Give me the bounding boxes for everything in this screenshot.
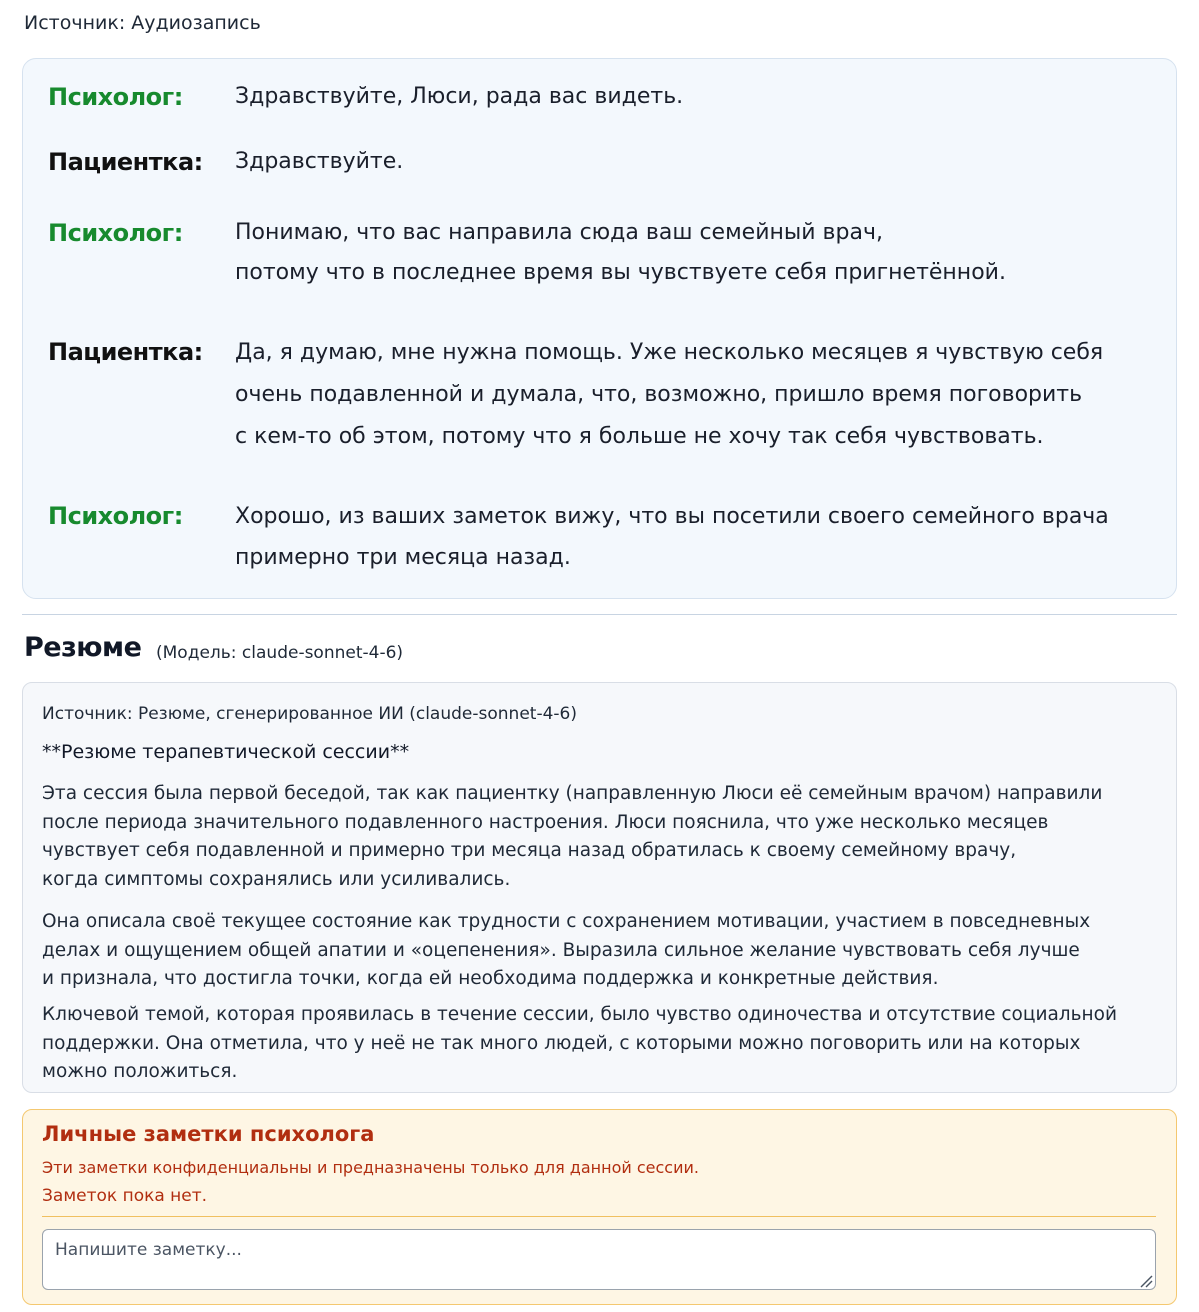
paragraph-line: Она описала своё текущее состояние как трудности с сохранением мотивации, участием в повседневных xyxy=(42,911,1091,932)
utterance xyxy=(235,83,1135,111)
notes-empty-state: Заметок пока нет. xyxy=(42,1186,208,1206)
paragraph-line: Ключевой темой, которая проявилась в течение сессии, было чувство одиночества и отсутствие социальной xyxy=(42,1004,1117,1025)
utterance-line: Хорошо, из ваших заметок вижу, что вы посетили своего семейного врача xyxy=(235,504,1109,529)
summary-panel xyxy=(22,682,1177,1093)
summary-source: Источник: Резюме, сгенерированное ИИ (claude-sonnet-4-6) xyxy=(42,704,577,724)
utterance xyxy=(235,213,1135,293)
paragraph-line: после периода значительного подавленного настроения. Люси пояснила, что уже несколько месяцев xyxy=(42,811,1049,833)
section-divider xyxy=(22,614,1177,615)
utterance-line: Понимаю, что вас направила сюда ваш семейный врач, xyxy=(235,220,883,245)
paragraph-line: можно положиться. xyxy=(42,1061,238,1082)
summary-heading: Резюме xyxy=(24,632,142,663)
utterance-line: с кем-то об этом, потому что я больше не хочу так себя чувствовать. xyxy=(235,424,1044,449)
speaker-label: Пациентка: xyxy=(48,338,203,366)
utterance-line: очень подавленной и думала, что, возможно, пришло время поговорить xyxy=(235,382,1083,407)
paragraph-line: и признала, что достигла точки, когда ей необходима поддержка и конкретные действия. xyxy=(42,968,939,989)
resize-grip-icon[interactable] xyxy=(1139,1274,1153,1288)
summary-paragraph xyxy=(42,780,1152,894)
speaker-label: Пациентка: xyxy=(48,148,203,176)
utterance-line: потому что в последнее время вы чувствуете себя пригнетённой. xyxy=(235,260,1006,285)
transcript-panel xyxy=(22,58,1177,599)
utterance xyxy=(235,496,1135,578)
utterance-line: Здравствуйте, Люси, рада вас видеть. xyxy=(235,84,684,109)
paragraph-line: Эта сессия была первой беседой, так как пациентку (направленную Люси её семейным врачом) направили xyxy=(42,783,1103,804)
summary-model-label: (Модель: claude-sonnet-4-6) xyxy=(156,643,404,663)
paragraph-line: когда симптомы сохранялись или усиливались. xyxy=(42,868,511,890)
summary-paragraph xyxy=(42,908,1152,994)
summary-title: **Резюме терапевтической сессии** xyxy=(42,741,410,763)
paragraph-line: делах и ощущением общей апатии и «оцепенения». Выразила сильное желание чувствовать себя лучше xyxy=(42,939,1080,961)
paragraph-line: чувствует себя подавленной и примерно три месяца назад обратилась к своему семейному врачу, xyxy=(42,840,1017,861)
speaker-label: Психолог: xyxy=(48,83,183,111)
speaker-label: Психолог: xyxy=(48,219,183,247)
utterance-line: Да, я думаю, мне нужна помощь. Уже несколько месяцев я чувствую себя xyxy=(235,340,1104,365)
paragraph-line: поддержки. Она отметила, что у неё не так много людей, с которыми можно поговорить или на которых xyxy=(42,1032,1081,1054)
notes-divider xyxy=(42,1216,1156,1217)
utterance xyxy=(235,332,1135,458)
private-notes-panel xyxy=(22,1109,1177,1305)
utterance-line: Здравствуйте. xyxy=(235,149,404,174)
speaker-label: Психолог: xyxy=(48,502,183,530)
source-label: Источник: Аудиозапись xyxy=(24,12,261,34)
notes-title: Личные заметки психолога xyxy=(42,1122,375,1146)
notes-confidential-hint: Эти заметки конфиденциальны и предназначены только для данной сессии. xyxy=(42,1158,699,1177)
summary-paragraph xyxy=(42,1001,1152,1087)
utterance xyxy=(235,148,1135,176)
note-input[interactable] xyxy=(42,1229,1156,1290)
utterance-line: примерно три месяца назад. xyxy=(235,545,571,570)
